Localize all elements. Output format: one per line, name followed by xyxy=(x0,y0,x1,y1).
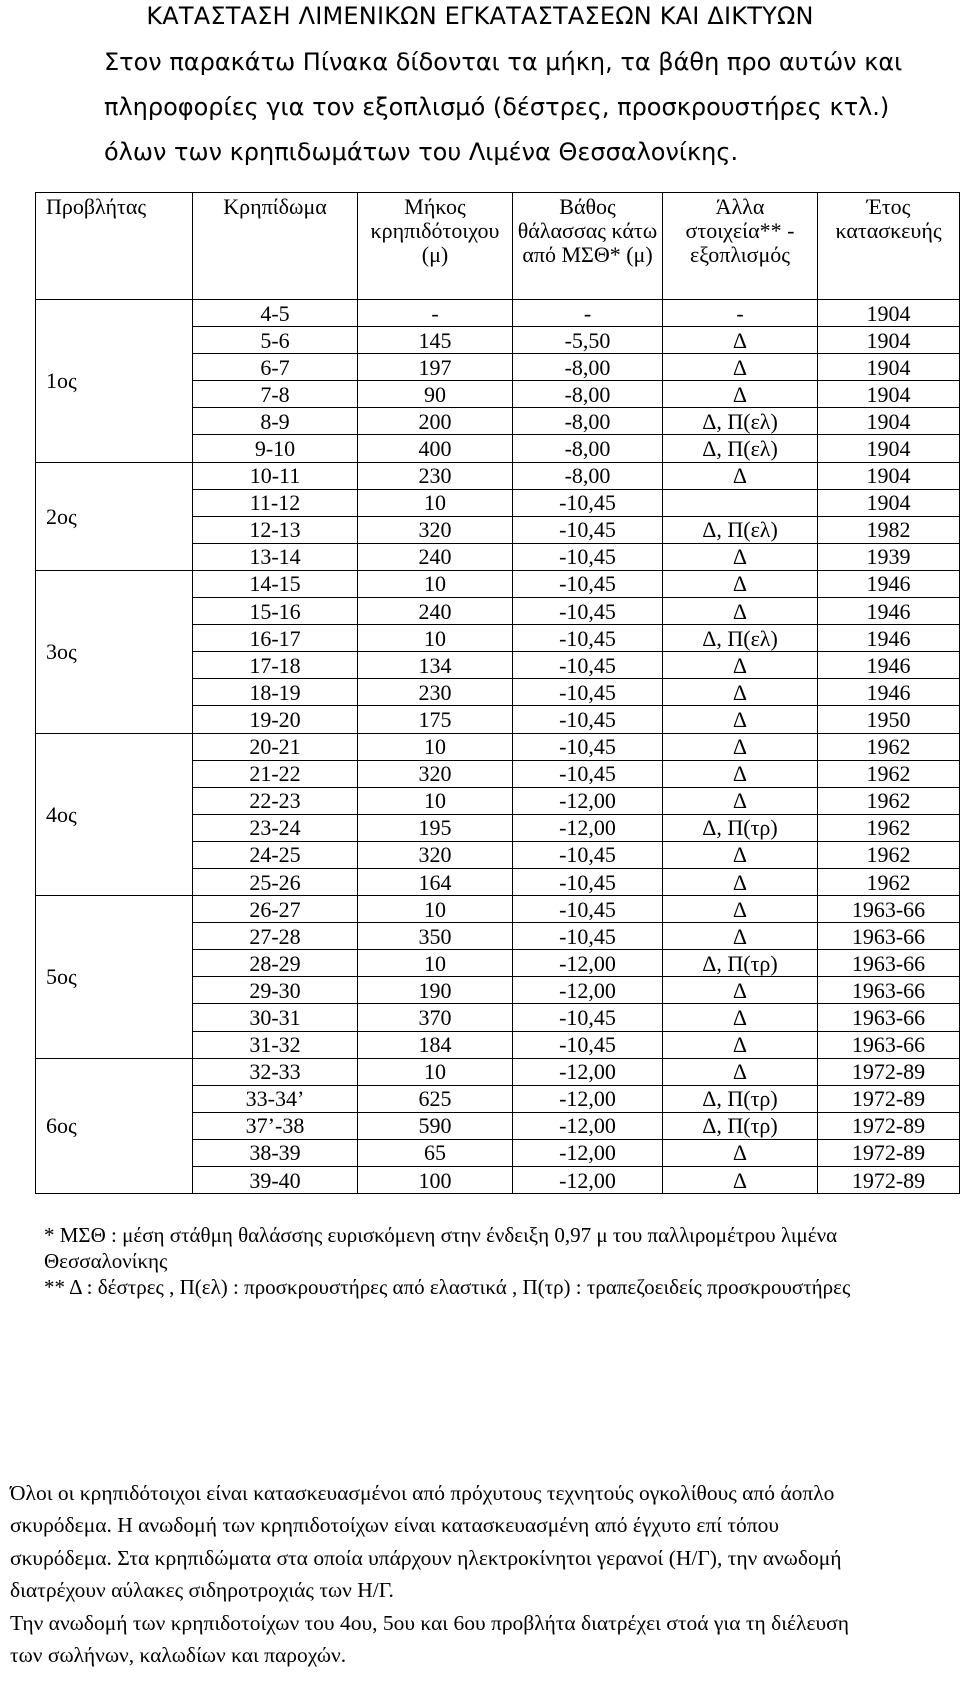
length-cell: 625 xyxy=(358,1085,513,1112)
year-cell: 1962 xyxy=(818,868,960,895)
equipment-cell: Δ xyxy=(663,598,818,625)
length-cell: 134 xyxy=(358,652,513,679)
quay-cell: 5-6 xyxy=(193,327,358,354)
quay-cell: 25-26 xyxy=(193,868,358,895)
quay-cell: 28-29 xyxy=(193,950,358,977)
quay-cell: 6-7 xyxy=(193,354,358,381)
year-cell: 1904 xyxy=(818,408,960,435)
table-row xyxy=(36,733,960,760)
equipment-cell: Δ, Π(τρ) xyxy=(663,1085,818,1112)
quay-cell: 16-17 xyxy=(193,625,358,652)
header-depth: Βάθος θάλασσας κάτω από ΜΣΘ* (μ) xyxy=(513,193,663,300)
equipment-cell: Δ xyxy=(663,787,818,814)
year-cell: 1946 xyxy=(818,598,960,625)
equipment-cell: Δ xyxy=(663,462,818,489)
length-cell: 90 xyxy=(358,381,513,408)
pier-cell: 4ος xyxy=(36,733,193,896)
year-cell: 1904 xyxy=(818,300,960,327)
length-cell: 197 xyxy=(358,354,513,381)
quay-cell: 26-27 xyxy=(193,896,358,923)
quay-cell: 23-24 xyxy=(193,814,358,841)
closing-line: σκυρόδεμα. Η ανωδομή των κρηπιδοτοίχων είναι κατασκευασμένη από έγχυτο επί τόπου xyxy=(10,1513,780,1538)
header-length: Μήκος κρηπιδότοιχου (μ) xyxy=(358,193,513,300)
year-cell: 1962 xyxy=(818,841,960,868)
table-row xyxy=(36,896,960,923)
depth-cell: -8,00 xyxy=(513,408,663,435)
closing-line: των σωλήνων, καλωδίων και παροχών. xyxy=(10,1643,347,1668)
depth-cell: -10,45 xyxy=(513,733,663,760)
pier-cell: 3ος xyxy=(36,570,193,733)
footnotes xyxy=(44,1222,944,1300)
equipment-cell: Δ xyxy=(663,1004,818,1031)
equipment-cell: Δ xyxy=(663,1139,818,1166)
year-cell: 1962 xyxy=(818,733,960,760)
closing-line: Την ανωδομή των κρηπιδοτοίχων του 4ου, 5ου και 6ου προβλήτα διατρέχει στοά για τη διέλευση xyxy=(10,1610,849,1635)
equipment-cell: Δ, Π(ελ) xyxy=(663,408,818,435)
depth-cell: -12,00 xyxy=(513,814,663,841)
depth-cell: -8,00 xyxy=(513,381,663,408)
equipment-cell: Δ, Π(ελ) xyxy=(663,516,818,543)
depth-cell: -5,50 xyxy=(513,327,663,354)
quay-cell: 37’-38 xyxy=(193,1112,358,1139)
depth-cell: -12,00 xyxy=(513,1139,663,1166)
quay-cell: 8-9 xyxy=(193,408,358,435)
quay-cell: 17-18 xyxy=(193,652,358,679)
depth-cell: -12,00 xyxy=(513,950,663,977)
quay-cell: 30-31 xyxy=(193,1004,358,1031)
year-cell: 1946 xyxy=(818,652,960,679)
length-cell: 400 xyxy=(358,435,513,462)
header-equipment: Άλλα στοιχεία** - εξοπλισμός xyxy=(663,193,818,300)
depth-cell: -12,00 xyxy=(513,1167,663,1194)
equipment-cell: - xyxy=(663,300,818,327)
quay-cell: 27-28 xyxy=(193,923,358,950)
length-cell: 175 xyxy=(358,706,513,733)
year-cell: 1962 xyxy=(818,760,960,787)
equipment-cell: Δ xyxy=(663,896,818,923)
year-cell: 1962 xyxy=(818,787,960,814)
depth-cell: -10,45 xyxy=(513,841,663,868)
equipment-cell: Δ xyxy=(663,733,818,760)
depth-cell: -8,00 xyxy=(513,462,663,489)
depth-cell: -8,00 xyxy=(513,354,663,381)
equipment-cell: Δ xyxy=(663,760,818,787)
length-cell: 10 xyxy=(358,787,513,814)
quay-cell: 10-11 xyxy=(193,462,358,489)
length-cell: 320 xyxy=(358,841,513,868)
footnote-msth: * ΜΣΘ : μέση στάθμη θαλάσσης ευρισκόμενη στην ένδειξη 0,97 μ του παλλιρομέτρου λιμένα Θεσσαλονίκης xyxy=(44,1223,838,1273)
length-cell: 200 xyxy=(358,408,513,435)
equipment-cell: Δ xyxy=(663,679,818,706)
equipment-cell: Δ xyxy=(663,381,818,408)
equipment-cell: Δ, Π(τρ) xyxy=(663,950,818,977)
quay-cell: 9-10 xyxy=(193,435,358,462)
year-cell: 1963-66 xyxy=(818,896,960,923)
equipment-cell: Δ, Π(ελ) xyxy=(663,435,818,462)
length-cell: 10 xyxy=(358,1058,513,1085)
year-cell: 1904 xyxy=(818,462,960,489)
equipment-cell: Δ xyxy=(663,327,818,354)
equipment-cell: Δ xyxy=(663,354,818,381)
length-cell: 10 xyxy=(358,950,513,977)
quay-cell: 39-40 xyxy=(193,1167,358,1194)
quay-cell: 12-13 xyxy=(193,516,358,543)
depth-cell: -10,45 xyxy=(513,679,663,706)
equipment-cell: Δ xyxy=(663,977,818,1004)
length-cell: 590 xyxy=(358,1112,513,1139)
year-cell: 1946 xyxy=(818,570,960,597)
quays-table xyxy=(35,192,960,1194)
intro-line: όλων των κρηπιδωμάτων του Λιμένα Θεσσαλονίκης. xyxy=(104,138,739,166)
length-cell: 10 xyxy=(358,896,513,923)
length-cell: 100 xyxy=(358,1167,513,1194)
quay-cell: 15-16 xyxy=(193,598,358,625)
year-cell: 1950 xyxy=(818,706,960,733)
length-cell: 240 xyxy=(358,543,513,570)
depth-cell: -10,45 xyxy=(513,868,663,895)
length-cell: - xyxy=(358,300,513,327)
depth-cell: -12,00 xyxy=(513,787,663,814)
equipment-cell: Δ xyxy=(663,923,818,950)
year-cell: 1962 xyxy=(818,814,960,841)
quay-cell: 21-22 xyxy=(193,760,358,787)
intro-paragraph xyxy=(104,40,944,175)
depth-cell: -10,45 xyxy=(513,543,663,570)
depth-cell: -10,45 xyxy=(513,706,663,733)
closing-line: Όλοι οι κρηπιδότοιχοι είναι κατασκευασμένοι από πρόχυτους τεχνητούς ογκολίθους από άοπλο xyxy=(10,1481,835,1505)
length-cell: 350 xyxy=(358,923,513,950)
year-cell: 1904 xyxy=(818,489,960,516)
quay-cell: 4-5 xyxy=(193,300,358,327)
quay-cell: 7-8 xyxy=(193,381,358,408)
closing-line: διατρέχουν αύλακες σιδηροτροχιάς των Η/Γ. xyxy=(10,1578,394,1603)
length-cell: 184 xyxy=(358,1031,513,1058)
header-year: Έτος κατασκευής xyxy=(818,193,960,300)
year-cell: 1963-66 xyxy=(818,950,960,977)
pier-cell: 2ος xyxy=(36,462,193,570)
length-cell: 145 xyxy=(358,327,513,354)
length-cell: 370 xyxy=(358,1004,513,1031)
quay-cell: 20-21 xyxy=(193,733,358,760)
depth-cell: -10,45 xyxy=(513,570,663,597)
year-cell: 1946 xyxy=(818,679,960,706)
header-pier: Προβλήτας xyxy=(36,193,193,300)
year-cell: 1946 xyxy=(818,625,960,652)
closing-paragraph xyxy=(10,1477,950,1671)
depth-cell: -10,45 xyxy=(513,1004,663,1031)
quay-cell: 38-39 xyxy=(193,1139,358,1166)
year-cell: 1972-89 xyxy=(818,1139,960,1166)
length-cell: 190 xyxy=(358,977,513,1004)
table-row xyxy=(36,300,960,327)
depth-cell: -12,00 xyxy=(513,1112,663,1139)
quay-cell: 14-15 xyxy=(193,570,358,597)
length-cell: 10 xyxy=(358,570,513,597)
equipment-cell: Δ, Π(τρ) xyxy=(663,1112,818,1139)
length-cell: 320 xyxy=(358,760,513,787)
year-cell: 1982 xyxy=(818,516,960,543)
table-row xyxy=(36,570,960,597)
header-quay: Κρηπίδωμα xyxy=(193,193,358,300)
table-header-row xyxy=(36,193,960,300)
depth-cell: -10,45 xyxy=(513,923,663,950)
length-cell: 195 xyxy=(358,814,513,841)
depth-cell: -8,00 xyxy=(513,435,663,462)
quay-cell: 19-20 xyxy=(193,706,358,733)
year-cell: 1972-89 xyxy=(818,1058,960,1085)
depth-cell: -10,45 xyxy=(513,516,663,543)
year-cell: 1972-89 xyxy=(818,1085,960,1112)
depth-cell: - xyxy=(513,300,663,327)
year-cell: 1963-66 xyxy=(818,977,960,1004)
year-cell: 1963-66 xyxy=(818,923,960,950)
depth-cell: -12,00 xyxy=(513,1085,663,1112)
year-cell: 1963-66 xyxy=(818,1031,960,1058)
table-body xyxy=(36,300,960,1194)
depth-cell: -10,45 xyxy=(513,760,663,787)
intro-line: πληροφορίες για τον εξοπλισμό (δέστρες, προσκρουστήρες κτλ.) xyxy=(104,93,890,121)
footnote-equipment: ** Δ : δέστρες , Π(ελ) : προσκρουστήρες από ελαστικά , Π(τρ) : τραπεζοειδείς προσκρουστήρες xyxy=(44,1275,851,1299)
equipment-cell: Δ xyxy=(663,868,818,895)
year-cell: 1904 xyxy=(818,381,960,408)
quay-cell: 32-33 xyxy=(193,1058,358,1085)
depth-cell: -10,45 xyxy=(513,489,663,516)
pier-cell: 6ος xyxy=(36,1058,193,1193)
equipment-cell: Δ, Π(ελ) xyxy=(663,625,818,652)
year-cell: 1939 xyxy=(818,543,960,570)
year-cell: 1972-89 xyxy=(818,1112,960,1139)
length-cell: 10 xyxy=(358,489,513,516)
quay-cell: 13-14 xyxy=(193,543,358,570)
depth-cell: -12,00 xyxy=(513,977,663,1004)
quay-cell: 33-34’ xyxy=(193,1085,358,1112)
quay-cell: 22-23 xyxy=(193,787,358,814)
length-cell: 240 xyxy=(358,598,513,625)
equipment-cell: Δ xyxy=(663,1031,818,1058)
quay-cell: 11-12 xyxy=(193,489,358,516)
depth-cell: -10,45 xyxy=(513,625,663,652)
year-cell: 1904 xyxy=(818,327,960,354)
year-cell: 1904 xyxy=(818,354,960,381)
length-cell: 10 xyxy=(358,625,513,652)
pier-cell: 1ος xyxy=(36,300,193,463)
quay-cell: 29-30 xyxy=(193,977,358,1004)
table-row xyxy=(36,1058,960,1085)
quay-cell: 18-19 xyxy=(193,679,358,706)
quay-cell: 24-25 xyxy=(193,841,358,868)
equipment-cell: Δ xyxy=(663,543,818,570)
length-cell: 320 xyxy=(358,516,513,543)
pier-cell: 5ος xyxy=(36,896,193,1059)
depth-cell: -12,00 xyxy=(513,1058,663,1085)
equipment-cell: Δ xyxy=(663,570,818,597)
length-cell: 230 xyxy=(358,679,513,706)
equipment-cell: Δ, Π(τρ) xyxy=(663,814,818,841)
depth-cell: -10,45 xyxy=(513,1031,663,1058)
year-cell: 1904 xyxy=(818,435,960,462)
equipment-cell: Δ xyxy=(663,1058,818,1085)
equipment-cell: Δ xyxy=(663,706,818,733)
quay-cell: 31-32 xyxy=(193,1031,358,1058)
year-cell: 1963-66 xyxy=(818,1004,960,1031)
length-cell: 65 xyxy=(358,1139,513,1166)
depth-cell: -10,45 xyxy=(513,896,663,923)
length-cell: 230 xyxy=(358,462,513,489)
equipment-cell: Δ xyxy=(663,1167,818,1194)
intro-line: Στον παρακάτω Πίνακα δίδονται τα μήκη, τα βάθη προ αυτών και xyxy=(104,48,903,76)
depth-cell: -10,45 xyxy=(513,598,663,625)
length-cell: 164 xyxy=(358,868,513,895)
equipment-cell: Δ xyxy=(663,841,818,868)
equipment-cell: Δ xyxy=(663,652,818,679)
closing-line: σκυρόδεμα. Στα κρηπιδώματα στα οποία υπάρχουν ηλεκτροκίνητοι γερανοί (Η/Γ), την ανωδομή xyxy=(10,1545,842,1570)
equipment-cell xyxy=(663,489,818,516)
page-heading: ΚΑΤΑΣΤΑΣΗ ΛΙΜΕΝΙΚΩΝ ΕΓΚΑΤΑΣΤΑΣΕΩΝ ΚΑΙ ΔΙΚΤΥΩΝ xyxy=(146,2,814,30)
table-row xyxy=(36,462,960,489)
year-cell: 1972-89 xyxy=(818,1167,960,1194)
depth-cell: -10,45 xyxy=(513,652,663,679)
length-cell: 10 xyxy=(358,733,513,760)
